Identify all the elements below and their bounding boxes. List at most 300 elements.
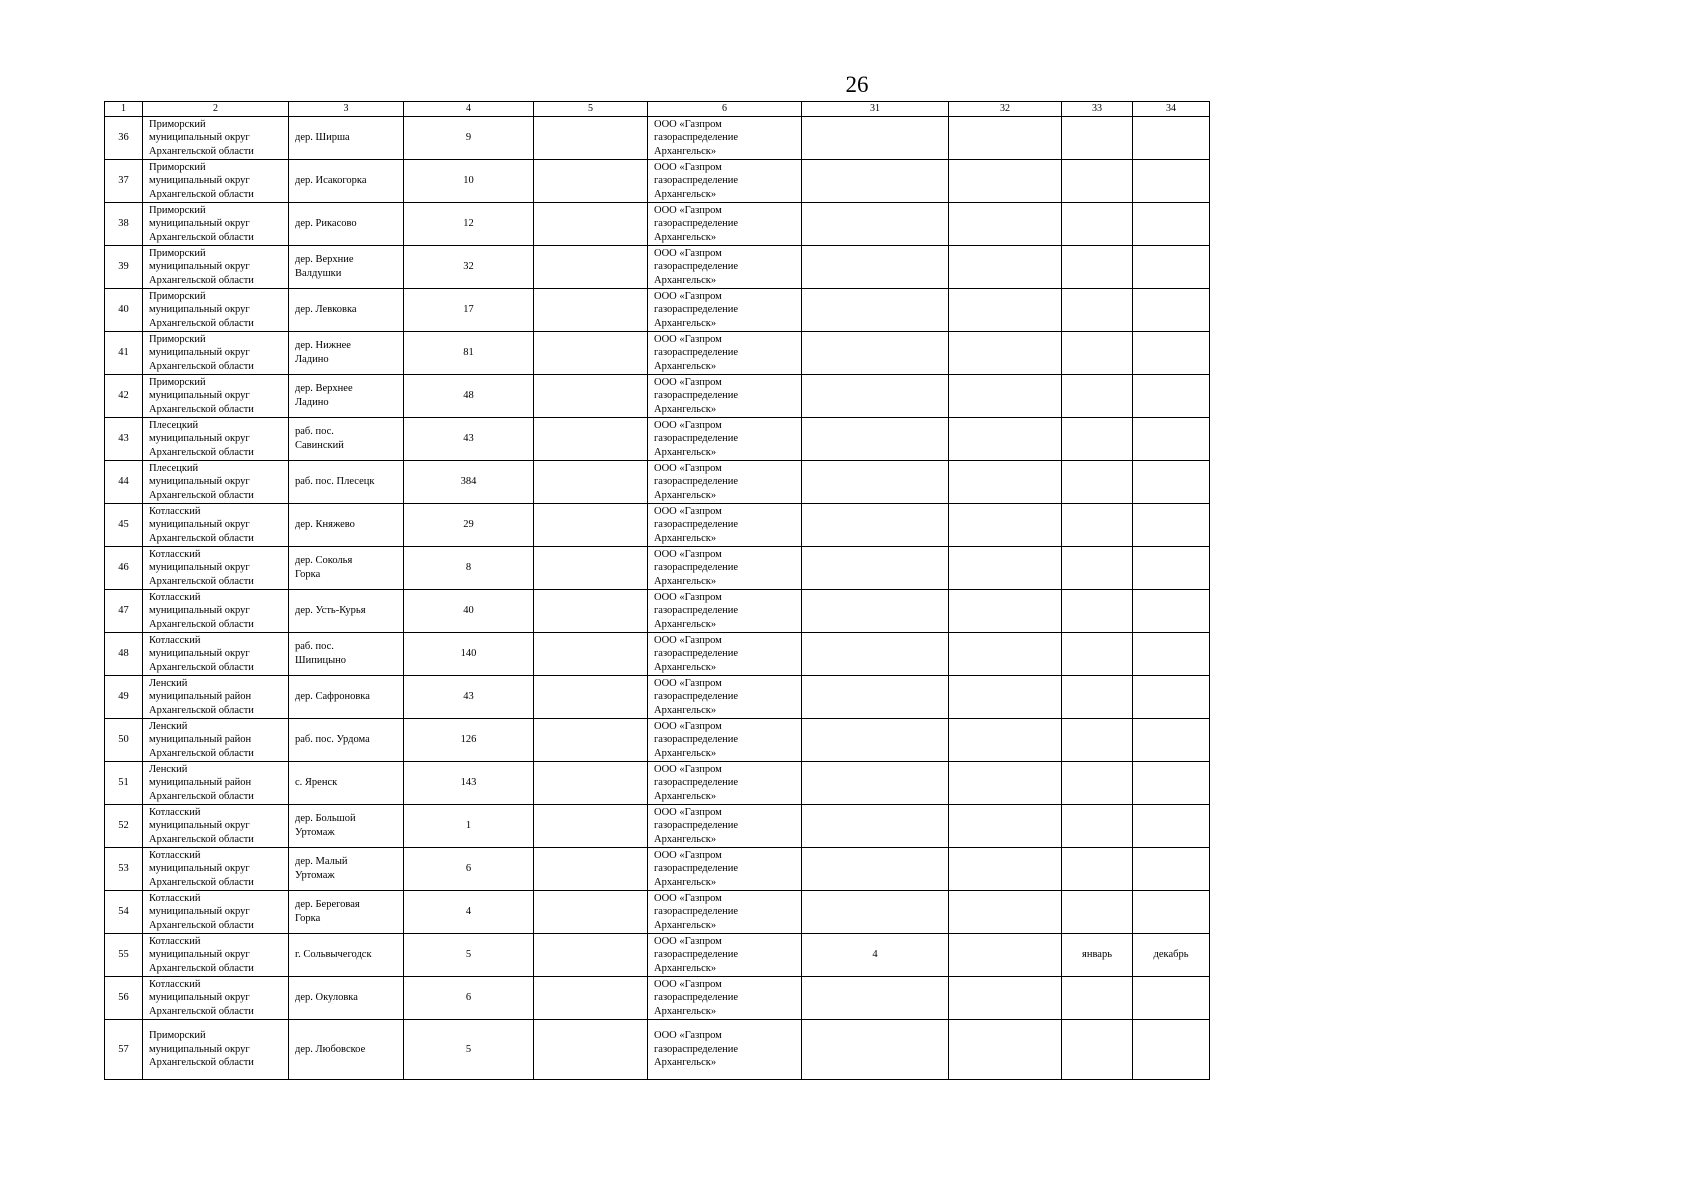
row-number: 48 [105, 633, 143, 676]
organization-cell-line: ООО «Газпром [654, 333, 722, 345]
column-34-cell [1133, 848, 1210, 891]
table-row [105, 461, 1210, 504]
column-32-cell [949, 547, 1062, 590]
column-31-cell [802, 160, 949, 203]
municipality-cell [143, 805, 289, 848]
column-5-cell [534, 504, 648, 547]
column-32-cell [949, 1020, 1062, 1080]
column-32-cell [949, 891, 1062, 934]
locality-cell [289, 504, 404, 547]
column-31-cell [802, 246, 949, 289]
organization-cell-line: газораспределение [654, 261, 739, 273]
table-body [105, 117, 1210, 1080]
column-34-cell [1133, 160, 1210, 203]
municipality-cell [143, 289, 289, 332]
column-31-cell [802, 977, 949, 1020]
municipality-cell [143, 246, 289, 289]
organization-cell [648, 1020, 802, 1080]
column-32-cell [949, 117, 1062, 160]
organization-cell [648, 676, 802, 719]
column-5-cell [534, 590, 648, 633]
organization-cell-line: Архангельск» [654, 188, 717, 200]
table-row [105, 418, 1210, 461]
municipality-cell-line: Архангельской области [149, 919, 254, 931]
column-34-cell [1133, 762, 1210, 805]
column-34-cell [1133, 117, 1210, 160]
organization-cell-line: газораспределение [654, 734, 739, 746]
column-31-cell [802, 805, 949, 848]
column-5-cell [534, 676, 648, 719]
locality-cell-line: дер. Береговая [295, 899, 360, 911]
column-33-cell [1062, 117, 1133, 160]
column-34-cell [1133, 977, 1210, 1020]
organization-cell-line: Архангельск» [654, 360, 717, 372]
organization-cell [648, 332, 802, 375]
row-number: 49 [105, 676, 143, 719]
locality-cell [289, 633, 404, 676]
municipality-cell-line: муниципальный округ [149, 562, 250, 574]
organization-cell-line: газораспределение [654, 347, 739, 359]
column-header-4: 4 [404, 102, 534, 117]
organization-cell-line: ООО «Газпром [654, 892, 722, 904]
quantity-cell: 9 [404, 117, 534, 160]
organization-cell [648, 160, 802, 203]
column-34-cell [1133, 633, 1210, 676]
municipality-cell [143, 590, 289, 633]
municipality-cell-line: муниципальный округ [149, 648, 250, 660]
column-33-cell [1062, 590, 1133, 633]
organization-cell-line: газораспределение [654, 992, 739, 1004]
column-34-cell [1133, 504, 1210, 547]
locality-cell [289, 934, 404, 977]
municipality-cell-line: муниципальный округ [149, 519, 250, 531]
municipality-cell-line: Приморский [149, 376, 206, 388]
column-33-cell [1062, 891, 1133, 934]
table-row [105, 590, 1210, 633]
municipality-cell-line: муниципальный округ [149, 863, 250, 875]
municipality-cell-line: Ленский [149, 720, 188, 732]
locality-cell [289, 977, 404, 1020]
municipality-cell-line: муниципальный округ [149, 347, 250, 359]
column-5-cell [534, 848, 648, 891]
page-number: 26 [845, 72, 869, 97]
quantity-cell: 10 [404, 160, 534, 203]
locality-cell-line: г. Сольвычегодск [295, 949, 372, 961]
municipality-cell-line: Котласский [149, 892, 201, 904]
locality-cell [289, 289, 404, 332]
column-33-cell [1062, 418, 1133, 461]
column-31-cell [802, 289, 949, 332]
organization-cell-line: Архангельск» [654, 747, 717, 759]
municipality-cell-line: муниципальный район [149, 777, 252, 789]
municipality-cell-line: Архангельской области [149, 145, 254, 157]
column-33-cell [1062, 289, 1133, 332]
column-32-cell [949, 203, 1062, 246]
column-34-cell [1133, 375, 1210, 418]
row-number: 44 [105, 461, 143, 504]
municipality-cell-line: Архангельской области [149, 747, 254, 759]
column-5-cell [534, 719, 648, 762]
column-5-cell [534, 762, 648, 805]
quantity-cell: 48 [404, 375, 534, 418]
quantity-cell: 6 [404, 977, 534, 1020]
locality-cell [289, 590, 404, 633]
quantity-cell: 8 [404, 547, 534, 590]
table-row [105, 977, 1210, 1020]
organization-cell-line: Архангельск» [654, 790, 717, 802]
quantity-cell: 43 [404, 418, 534, 461]
organization-cell-line: Архангельск» [654, 274, 717, 286]
locality-cell [289, 762, 404, 805]
table-row [105, 289, 1210, 332]
organization-cell [648, 762, 802, 805]
organization-cell-line: ООО «Газпром [654, 118, 722, 130]
column-34-cell [1133, 676, 1210, 719]
table-row [105, 633, 1210, 676]
column-5-cell [534, 203, 648, 246]
municipality-cell [143, 719, 289, 762]
organization-cell-line: газораспределение [654, 433, 739, 445]
column-31-cell [802, 848, 949, 891]
column-5-cell [534, 160, 648, 203]
organization-cell-line: ООО «Газпром [654, 634, 722, 646]
locality-cell-line: Ладино [295, 354, 329, 365]
organization-cell-line: Архангельск» [654, 661, 717, 673]
organization-cell [648, 418, 802, 461]
municipality-cell [143, 504, 289, 547]
quantity-cell: 29 [404, 504, 534, 547]
column-31-cell [802, 504, 949, 547]
quantity-cell: 43 [404, 676, 534, 719]
organization-cell-line: ООО «Газпром [654, 849, 722, 861]
locality-cell-line: Горка [295, 569, 321, 580]
column-33-cell [1062, 805, 1133, 848]
organization-cell-line: ООО «Газпром [654, 806, 722, 818]
table-row [105, 719, 1210, 762]
column-header-31: 31 [802, 102, 949, 117]
organization-cell-line: ООО «Газпром [654, 376, 722, 388]
municipality-cell-line: Архангельской области [149, 833, 254, 845]
organization-cell-line: газораспределение [654, 605, 739, 617]
column-32-cell [949, 289, 1062, 332]
column-32-cell [949, 676, 1062, 719]
quantity-cell: 143 [404, 762, 534, 805]
organization-cell-line: газораспределение [654, 175, 739, 187]
organization-cell-line: ООО «Газпром [654, 548, 722, 560]
table-row [105, 1020, 1210, 1080]
organization-cell-line: газораспределение [654, 648, 739, 660]
column-31-cell [802, 203, 949, 246]
column-5-cell [534, 117, 648, 160]
municipality-cell-line: Приморский [149, 161, 206, 173]
column-34-cell [1133, 246, 1210, 289]
table-row [105, 246, 1210, 289]
organization-cell-line: ООО «Газпром [654, 290, 722, 302]
municipality-cell-line: Плесецкий [149, 462, 199, 474]
row-number: 55 [105, 934, 143, 977]
row-number: 51 [105, 762, 143, 805]
organization-cell [648, 590, 802, 633]
column-34-cell [1133, 418, 1210, 461]
row-number: 57 [105, 1020, 143, 1080]
column-number-row [105, 102, 1210, 117]
quantity-cell: 384 [404, 461, 534, 504]
table-row [105, 934, 1210, 977]
organization-cell-line: газораспределение [654, 691, 739, 703]
column-33-cell [1062, 762, 1133, 805]
municipality-cell-line: Котласский [149, 548, 201, 560]
column-5-cell [534, 977, 648, 1020]
municipality-cell-line: муниципальный округ [149, 218, 250, 230]
locality-cell-line: дер. Нижнее [295, 340, 351, 352]
table-row [105, 676, 1210, 719]
locality-cell [289, 246, 404, 289]
column-31-cell [802, 633, 949, 676]
locality-cell [289, 547, 404, 590]
organization-cell [648, 805, 802, 848]
organization-cell-line: ООО «Газпром [654, 247, 722, 259]
municipality-cell [143, 762, 289, 805]
municipality-cell-line: муниципальный округ [149, 992, 250, 1004]
column-34-cell [1133, 590, 1210, 633]
locality-cell-line: дер. Любовское [295, 1043, 366, 1055]
municipality-cell-line: Плесецкий [149, 419, 199, 431]
organization-cell [648, 203, 802, 246]
column-31-cell [802, 1020, 949, 1080]
column-31-cell [802, 762, 949, 805]
column-33-cell [1062, 1020, 1133, 1080]
municipality-cell-line: Архангельской области [149, 231, 254, 243]
row-number: 54 [105, 891, 143, 934]
column-32-cell [949, 805, 1062, 848]
municipality-cell-line: Приморский [149, 1030, 206, 1042]
municipality-cell-line: Приморский [149, 118, 206, 130]
organization-cell-line: ООО «Газпром [654, 591, 722, 603]
municipality-cell-line: Архангельской области [149, 618, 254, 630]
municipality-cell-line: Архангельской области [149, 188, 254, 200]
row-number: 50 [105, 719, 143, 762]
organization-cell-line: газораспределение [654, 218, 739, 230]
quantity-cell: 126 [404, 719, 534, 762]
locality-cell-line: раб. пос. [295, 641, 334, 653]
organization-cell-line: ООО «Газпром [654, 462, 722, 474]
organization-cell-line: Архангельск» [654, 618, 717, 630]
column-5-cell [534, 934, 648, 977]
organization-cell-line: Архангельск» [654, 919, 717, 931]
column-34-cell: декабрь [1133, 934, 1210, 977]
municipality-cell-line: Котласский [149, 806, 201, 818]
municipality-cell-line: Ленский [149, 677, 188, 689]
organization-cell-line: газораспределение [654, 906, 739, 918]
column-32-cell [949, 934, 1062, 977]
locality-cell-line: Уртомаж [295, 870, 335, 881]
municipality-cell-line: муниципальный район [149, 734, 252, 746]
municipality-cell [143, 633, 289, 676]
column-header-1: 1 [105, 102, 143, 117]
column-32-cell [949, 977, 1062, 1020]
locality-cell-line: дер. Исакогорка [295, 175, 367, 187]
locality-cell-line: дер. Соколья [295, 555, 353, 567]
organization-cell-line: Архангельск» [654, 231, 717, 243]
municipality-cell [143, 676, 289, 719]
municipality-cell-line: Архангельской области [149, 575, 254, 587]
municipality-cell-line: Котласский [149, 849, 201, 861]
locality-cell-line: раб. пос. [295, 426, 334, 438]
organization-cell-line: ООО «Газпром [654, 204, 722, 216]
table-row [105, 117, 1210, 160]
column-header-32: 32 [949, 102, 1062, 117]
column-31-cell [802, 590, 949, 633]
organization-cell [648, 719, 802, 762]
municipality-cell-line: муниципальный район [149, 691, 252, 703]
table-row [105, 848, 1210, 891]
row-number: 47 [105, 590, 143, 633]
column-31-cell [802, 547, 949, 590]
locality-cell-line: дер. Окуловка [295, 992, 358, 1004]
table-row [105, 762, 1210, 805]
locality-cell-line: с. Яренск [295, 777, 338, 789]
column-5-cell [534, 461, 648, 504]
municipality-cell [143, 848, 289, 891]
column-32-cell [949, 848, 1062, 891]
organization-cell [648, 547, 802, 590]
quantity-cell: 40 [404, 590, 534, 633]
locality-cell-line: дер. Верхнее [295, 383, 353, 395]
column-5-cell [534, 633, 648, 676]
municipality-cell-line: Архангельской области [149, 876, 254, 888]
organization-cell [648, 934, 802, 977]
row-number: 36 [105, 117, 143, 160]
row-number: 41 [105, 332, 143, 375]
municipality-cell [143, 117, 289, 160]
municipality-cell [143, 160, 289, 203]
column-32-cell [949, 762, 1062, 805]
organization-cell-line: газораспределение [654, 476, 739, 488]
column-32-cell [949, 461, 1062, 504]
locality-cell-line: Ладино [295, 397, 329, 408]
municipality-cell-line: муниципальный округ [149, 476, 250, 488]
column-header-34: 34 [1133, 102, 1210, 117]
column-33-cell [1062, 848, 1133, 891]
organization-cell-line: газораспределение [654, 562, 739, 574]
locality-cell [289, 332, 404, 375]
locality-cell [289, 719, 404, 762]
column-header-5: 5 [534, 102, 648, 117]
locality-cell-line: раб. пос. Урдома [295, 734, 370, 746]
row-number: 43 [105, 418, 143, 461]
municipality-cell-line: Ленский [149, 763, 188, 775]
municipality-cell-line: Приморский [149, 247, 206, 259]
column-34-cell [1133, 203, 1210, 246]
column-33-cell [1062, 375, 1133, 418]
row-number: 42 [105, 375, 143, 418]
organization-cell-line: ООО «Газпром [654, 505, 722, 517]
municipality-cell-line: Приморский [149, 204, 206, 216]
organization-cell-line: Архангельск» [654, 489, 717, 501]
locality-cell [289, 375, 404, 418]
organization-cell-line: Архангельск» [654, 962, 717, 974]
column-header-33: 33 [1062, 102, 1133, 117]
organization-cell-line: Архангельск» [654, 317, 717, 329]
table-row [105, 891, 1210, 934]
organization-cell-line: газораспределение [654, 132, 739, 144]
organization-cell [648, 289, 802, 332]
organization-cell-line: ООО «Газпром [654, 763, 722, 775]
municipality-cell-line: муниципальный округ [149, 906, 250, 918]
column-33-cell [1062, 977, 1133, 1020]
column-5-cell [534, 1020, 648, 1080]
column-32-cell [949, 719, 1062, 762]
organization-cell [648, 891, 802, 934]
table-row [105, 805, 1210, 848]
municipality-cell-line: Архангельской области [149, 446, 254, 458]
column-header-6: 6 [648, 102, 802, 117]
locality-cell-line: Горка [295, 913, 321, 924]
column-31-cell [802, 719, 949, 762]
municipality-cell-line: Архангельской области [149, 962, 254, 974]
locality-cell [289, 160, 404, 203]
organization-cell-line: ООО «Газпром [654, 419, 722, 431]
municipality-cell-line: муниципальный округ [149, 390, 250, 402]
quantity-cell: 5 [404, 934, 534, 977]
municipality-cell [143, 418, 289, 461]
locality-cell-line: дер. Сафроновка [295, 691, 370, 703]
organization-cell-line: ООО «Газпром [654, 677, 722, 689]
row-number: 46 [105, 547, 143, 590]
municipality-cell-line: Архангельской области [149, 1005, 254, 1017]
locality-cell-line: раб. пос. Плесецк [295, 476, 375, 488]
column-34-cell [1133, 891, 1210, 934]
organization-cell [648, 117, 802, 160]
organization-cell-line: Архангельск» [654, 532, 717, 544]
quantity-cell: 17 [404, 289, 534, 332]
organization-cell [648, 977, 802, 1020]
column-header-2: 2 [143, 102, 289, 117]
column-33-cell [1062, 504, 1133, 547]
organization-cell [648, 375, 802, 418]
locality-cell-line: дер. Малый [295, 856, 348, 868]
organization-cell-line: Архангельск» [654, 145, 717, 157]
quantity-cell: 1 [404, 805, 534, 848]
municipality-cell-line: Котласский [149, 634, 201, 646]
column-5-cell [534, 418, 648, 461]
municipality-cell-line: муниципальный округ [149, 433, 250, 445]
organization-cell [648, 246, 802, 289]
organization-cell-line: Архангельск» [654, 704, 717, 716]
municipality-cell-line: муниципальный округ [149, 132, 250, 144]
column-33-cell [1062, 461, 1133, 504]
organization-cell [648, 848, 802, 891]
quantity-cell: 5 [404, 1020, 534, 1080]
municipality-cell [143, 934, 289, 977]
municipality-cell-line: муниципальный округ [149, 304, 250, 316]
column-5-cell [534, 289, 648, 332]
municipality-cell [143, 1020, 289, 1080]
locality-cell [289, 1020, 404, 1080]
column-5-cell [534, 246, 648, 289]
municipality-cell-line: Приморский [149, 333, 206, 345]
locality-cell-line: дер. Верхние [295, 254, 354, 266]
organization-cell-line: газораспределение [654, 777, 739, 789]
column-31-cell [802, 676, 949, 719]
column-34-cell [1133, 289, 1210, 332]
municipality-cell-line: Архангельской области [149, 274, 254, 286]
organization-cell-line: ООО «Газпром [654, 1030, 722, 1042]
column-31-cell [802, 418, 949, 461]
quantity-cell: 6 [404, 848, 534, 891]
column-32-cell [949, 418, 1062, 461]
row-number: 52 [105, 805, 143, 848]
